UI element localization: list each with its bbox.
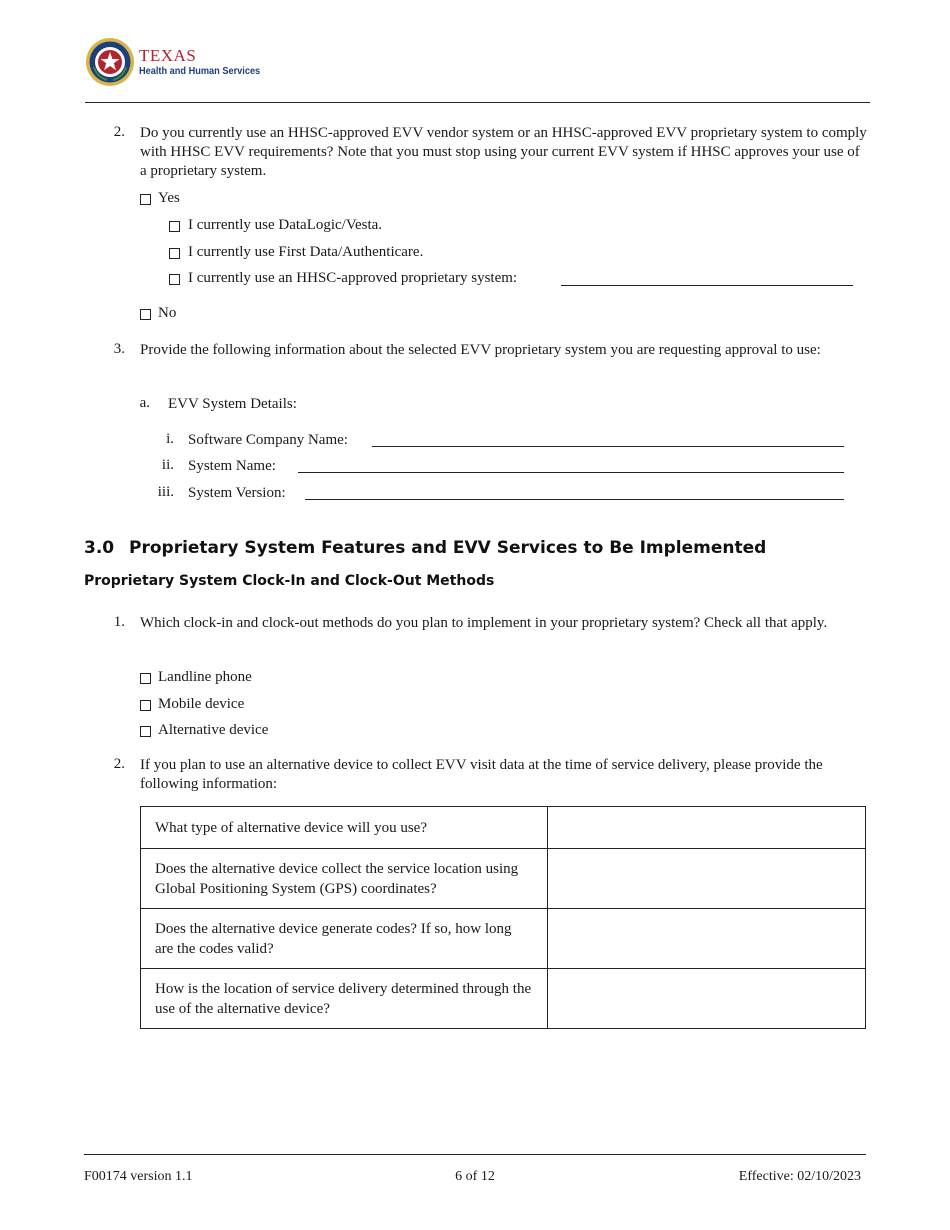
q2-datalogic-label: I currently use DataLogic/Vesta. (188, 217, 383, 233)
software-company-field[interactable] (372, 446, 844, 447)
q2-proprietary-field[interactable] (561, 285, 853, 286)
section-subtitle: Proprietary System Clock-In and Clock-Out Methods (84, 573, 495, 589)
q2-text: Do you currently use an HHSC-approved EVV vendor system or an HHSC-approved EVV proprietary system to comply with HHSC EVV requirements? Note that you must stop using your current EVV system if HHSC approves your use of a proprietary system. (140, 125, 867, 179)
q3-number: 3. (113, 341, 125, 357)
q2-firstdata-label: I currently use First Data/Authenticare. (188, 244, 424, 260)
texas-seal-icon (85, 37, 135, 87)
org-subtitle: Health and Human Services (139, 66, 261, 77)
landline-checkbox[interactable] (140, 673, 151, 684)
header-rule (85, 102, 870, 103)
q2-yes-label: Yes (158, 190, 180, 206)
page-number: 6 of 12 (455, 1169, 495, 1184)
table-answer-cell[interactable] (548, 849, 866, 909)
table-row (141, 849, 866, 909)
org-title: TEXAS (139, 46, 197, 65)
q3-text: Provide the following information about the selected EVV proprietary system you are requesting approval to use: (140, 342, 821, 358)
s3q1-text: Which clock-in and clock-out methods do you plan to implement in your proprietary system? Check all that apply. (140, 615, 828, 631)
q2-number: 2. (113, 124, 125, 140)
s3q2-text: If you plan to use an alternative device to collect EVV visit data at the time of service delivery, please provide the following information: (140, 757, 823, 792)
q2-yes-checkbox[interactable] (140, 194, 151, 205)
table-row (141, 969, 866, 1029)
mobile-checkbox[interactable] (140, 700, 151, 711)
q2-no-checkbox[interactable] (140, 309, 151, 320)
s3q1-number: 1. (113, 614, 125, 630)
table-question: Does the alternative device collect the service location using Global Positioning System (GPS) coordinates? (141, 849, 548, 909)
system-name-label: System Name: (188, 458, 276, 474)
q3-a-label: EVV System Details: (168, 396, 297, 412)
q2-no-label: No (158, 305, 177, 321)
form-version: F00174 version 1.1 (84, 1169, 193, 1184)
software-company-label: Software Company Name: (188, 432, 348, 448)
alternative-device-table (140, 806, 866, 1029)
table-row (141, 909, 866, 969)
effective-date: Effective: 02/10/2023 (738, 1169, 861, 1184)
table-question: How is the location of service delivery determined through the use of the alternative device? (141, 969, 548, 1029)
system-version-label: System Version: (188, 485, 286, 501)
s3q2-number: 2. (113, 756, 125, 772)
system-version-field[interactable] (305, 499, 844, 500)
q3-field-marker: iii. (157, 484, 174, 500)
q2-datalogic-checkbox[interactable] (169, 221, 180, 232)
q2-proprietary-checkbox[interactable] (169, 274, 180, 285)
system-name-field[interactable] (298, 472, 844, 473)
table-question: Does the alternative device generate codes? If so, how long are the codes valid? (141, 909, 548, 969)
q3-a-marker: a. (139, 395, 150, 411)
landline-label: Landline phone (158, 669, 252, 685)
table-question: What type of alternative device will you use? (141, 807, 548, 849)
section-title: Proprietary System Features and EVV Services to Be Implemented (129, 538, 767, 558)
hhs-logo (85, 37, 285, 89)
table-answer-cell[interactable] (548, 969, 866, 1029)
alternative-label: Alternative device (158, 722, 269, 738)
mobile-label: Mobile device (158, 696, 245, 712)
table-answer-cell[interactable] (548, 909, 866, 969)
footer-rule (84, 1154, 866, 1155)
table-row (141, 807, 866, 849)
section-number: 3.0 (84, 538, 115, 558)
q2-firstdata-checkbox[interactable] (169, 248, 180, 259)
table-answer-cell[interactable] (548, 807, 866, 849)
q3-field-marker: i. (166, 431, 174, 447)
q2-proprietary-label: I currently use an HHSC-approved proprietary system: (188, 270, 518, 286)
q3-field-marker: ii. (161, 457, 174, 473)
alternative-checkbox[interactable] (140, 726, 151, 737)
